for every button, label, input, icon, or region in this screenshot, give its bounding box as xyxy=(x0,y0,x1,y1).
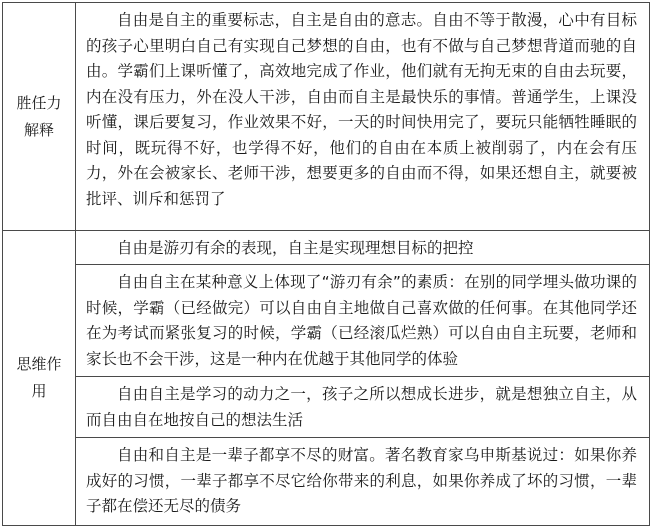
content-cell: 自由自主是学习的动力之一，孩子之所以想成长进步，就是想独立自主，从而自由自在地按自己的想法生活 xyxy=(86,385,637,429)
content-cell: 自由是自主的重要标志，自主是自由的意志。自由不等于散漫，心中有目标的孩子心里明白自己有实现自己梦想的自由，也有不做与自己梦想背道而驰的自由。学霸们上课听懂了，高效地完成了作业，他们就有无拘无束的自由去玩要，内在没有压力，外在没人干涉，自由而自主是最快乐的事情。普通学生，上课没听懂，课后要复习，作业效果不好，一天的时间快用完了，要玩只能牺牲睡眠的时间，既玩得不好，也学得不好，他们的自由在本质上被削弱了，内在会有压力，外在会被家长、老师干涉，想要更多的自由而不得，如果还想自主，就要被批评、训斥和惩罚了 xyxy=(86,11,637,208)
competency-table xyxy=(2,2,650,526)
row-label: 胜任力解释 xyxy=(16,93,62,139)
row-label-cell xyxy=(3,3,76,230)
content-cell: 自由和自主是一辈子都享不尽的财富。著名教育家乌申斯基说过：如果你养成好的习惯，一辈子都享不尽它给你带来的利息，如果你养成了坏的习惯，一辈子都在偿还无尽的债务 xyxy=(86,446,637,515)
row-content xyxy=(76,3,649,230)
table-row xyxy=(3,3,649,230)
table-row xyxy=(3,231,649,525)
content-cell: 自由是游刃有余的表现，自主是实现理想目标的把控 xyxy=(117,239,474,257)
row-content xyxy=(76,231,649,525)
content-cell: 自由自主在某种意义上体现了“游刃有余”的素质：在别的同学埋头做功课的时候，学霸（已经做完）可以自由自主地做自己喜欢做的任何事。在其他同学还在为考试而紧张复习的时候，学霸（已经滚瓜烂熟）可以自由自主玩要，老师和家长也不会干涉，这是一种内在优越于其他同学的体验 xyxy=(86,273,637,368)
row-label-cell xyxy=(3,231,76,525)
row-label: 思维作用 xyxy=(16,355,62,400)
